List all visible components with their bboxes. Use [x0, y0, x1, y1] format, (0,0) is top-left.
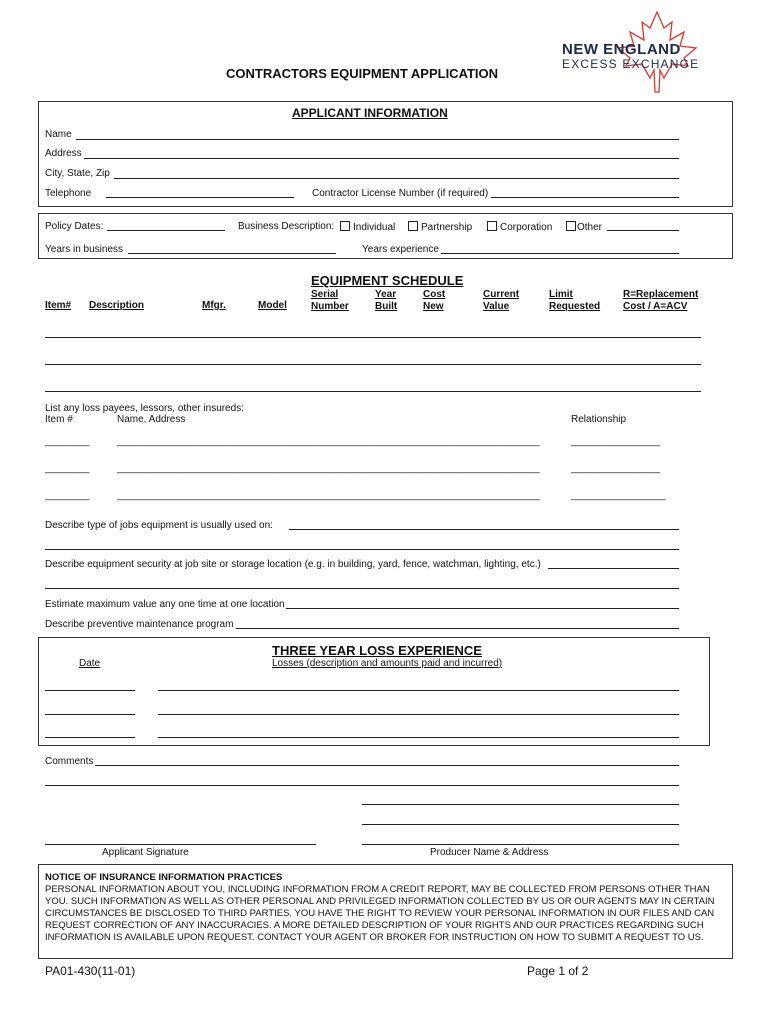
col-item: Item#: [45, 300, 72, 311]
option-partnership[interactable]: [408, 221, 472, 233]
loss-description-header: Losses (description and amounts paid and incurred): [272, 658, 503, 669]
page-title: CONTRACTORS EQUIPMENT APPLICATION: [226, 66, 499, 81]
security-label: Describe equipment security at job site or storage location (e.g. in building, yard, fence, watchman, lighting, etc.): [45, 559, 541, 570]
applicant-signature-label: Applicant Signature: [102, 847, 189, 858]
city-field[interactable]: [114, 178, 679, 179]
loss-desc-1[interactable]: [158, 690, 679, 691]
equipment-row-1[interactable]: [45, 337, 701, 338]
name-label: Name: [45, 129, 72, 140]
city-label: City, State, Zip: [45, 168, 110, 179]
equipment-row-2[interactable]: [45, 364, 701, 365]
payee-item-3[interactable]: ________: [45, 490, 90, 501]
max-value-label: Estimate maximum value any one time at one location: [45, 599, 285, 610]
col-description: Description: [89, 300, 145, 311]
maintenance-label: Describe preventive maintenance program: [45, 619, 234, 630]
business-description-label: Business Description:: [238, 221, 335, 232]
security-field-2[interactable]: [45, 588, 679, 589]
loss-desc-3[interactable]: [158, 737, 679, 738]
payees-item-header: Item #: [45, 414, 73, 425]
loss-date-1[interactable]: [45, 690, 135, 691]
payees-name-header: Name, Address: [117, 414, 186, 425]
option-other[interactable]: [566, 221, 602, 233]
notice-body: PERSONAL INFORMATION ABOUT YOU, INCLUDING INFORMATION FROM A CREDIT REPORT, MAY BE COLLECTED FROM PERSONS OTHER THAN YOU. SUCH INFORMATION AS WELL AS OTHER PERSONAL AND PRIVILEGED INFORMATION COLLECTED BY US OR OUR AGENTS MAY IN CERTAIN CIRCUMSTANCES BE DISCLOSED TO THIRD PARTIES. YOU HAVE THE RIGHT TO REVIEW YOUR PERSONAL INFORMATION IN OUR FILES AND CAN REQUEST CORRECTION OF ANY INACCURACIES. A MORE DETAILED DESCRIPTION OF YOUR RIGHTS AND OUR PRACTICES REGARDING SUCH INFORMATION IS AVAILABLE UPON REQUEST. CONTACT YOUR AGENT OR BROKER FOR INSTRUCTION ON HOW TO SUBMIT A REQUEST TO US.: [45, 884, 715, 943]
checkbox-icon: [566, 221, 576, 231]
policy-dates-label: Policy Dates:: [45, 221, 104, 232]
payee-name-3[interactable]: ____________________________________________________________________________: [117, 490, 540, 501]
col-limit: Limit Requested: [549, 289, 601, 312]
comments-field-2[interactable]: [45, 785, 679, 786]
col-cost: Cost New: [423, 289, 446, 312]
option-other-label: Other: [577, 222, 603, 233]
jobs-label: Describe type of jobs equipment is usually used on:: [45, 520, 273, 531]
logo-line-2: EXCESS EXCHANGE: [562, 57, 700, 71]
payee-relationship-2[interactable]: ________________: [571, 463, 660, 474]
jobs-field-2[interactable]: [45, 549, 679, 550]
policy-dates-field[interactable]: [107, 230, 225, 231]
checkbox-icon: [340, 221, 350, 231]
loss-date-2[interactable]: [45, 714, 135, 715]
option-partnership-label: Partnership: [421, 222, 473, 233]
address-label: Address: [45, 148, 82, 159]
checkbox-icon: [487, 221, 497, 231]
loss-date-3[interactable]: [45, 737, 135, 738]
applicant-signature-field[interactable]: [45, 844, 316, 845]
logo-line-1: NEW ENGLAND: [562, 41, 681, 58]
loss-heading: THREE YEAR LOSS EXPERIENCE: [272, 643, 482, 658]
option-corporation[interactable]: [487, 221, 552, 233]
option-individual[interactable]: [340, 221, 395, 233]
producer-label: Producer Name & Address: [430, 847, 549, 858]
license-field[interactable]: [491, 197, 679, 198]
applicant-heading: APPLICANT INFORMATION: [292, 106, 448, 120]
option-individual-label: Individual: [353, 222, 396, 233]
loss-date-header: Date: [79, 658, 101, 669]
col-current-value: Current Value: [483, 289, 520, 312]
name-field[interactable]: [76, 139, 679, 140]
loss-desc-2[interactable]: [158, 714, 679, 715]
maintenance-field[interactable]: [236, 628, 679, 629]
page-number: Page 1 of 2: [527, 964, 589, 978]
col-model: Model: [258, 300, 287, 311]
col-replacement: R=Replacement Cost / A=ACV: [623, 289, 699, 312]
col-year: Year Built: [375, 289, 398, 312]
payee-relationship-3[interactable]: _________________: [571, 490, 666, 501]
other-field[interactable]: [607, 230, 679, 231]
equipment-heading: EQUIPMENT SCHEDULE: [311, 273, 464, 288]
comments-field[interactable]: [95, 765, 679, 766]
security-field[interactable]: [548, 568, 679, 569]
notice-title: NOTICE OF INSURANCE INFORMATION PRACTICES: [45, 872, 283, 883]
payee-relationship-1[interactable]: ________________: [571, 436, 660, 447]
years-experience-field[interactable]: [441, 253, 679, 254]
producer-line-2[interactable]: [362, 824, 679, 825]
col-mfgr: Mfgr.: [202, 300, 226, 311]
payee-item-1[interactable]: ________: [45, 436, 90, 447]
notice-block: [45, 872, 735, 944]
producer-line-3[interactable]: [362, 844, 679, 845]
form-number: PA01-430(11-01): [45, 964, 136, 978]
checkbox-icon: [408, 221, 418, 231]
license-label: Contractor License Number (if required): [312, 188, 489, 199]
comments-label: Comments: [45, 756, 94, 767]
payees-intro: List any loss payees, lessors, other insureds:: [45, 403, 244, 414]
telephone-field[interactable]: [106, 197, 294, 198]
payee-name-1[interactable]: ____________________________________________________________________________: [117, 436, 540, 447]
max-value-field[interactable]: [286, 608, 679, 609]
address-field[interactable]: [84, 158, 679, 159]
payees-relationship-header: Relationship: [571, 414, 627, 425]
years-business-label: Years in business: [45, 244, 124, 255]
producer-line-1[interactable]: [362, 804, 679, 805]
jobs-field[interactable]: [289, 529, 679, 530]
option-corporation-label: Corporation: [500, 222, 553, 233]
col-serial: Serial Number: [311, 289, 349, 312]
payee-item-2[interactable]: ________: [45, 463, 90, 474]
years-business-field[interactable]: [128, 253, 336, 254]
telephone-label: Telephone: [45, 188, 92, 199]
years-experience-label: Years experience: [362, 244, 439, 255]
payee-name-2[interactable]: ____________________________________________________________________________: [117, 463, 540, 474]
equipment-row-3[interactable]: [45, 391, 701, 392]
